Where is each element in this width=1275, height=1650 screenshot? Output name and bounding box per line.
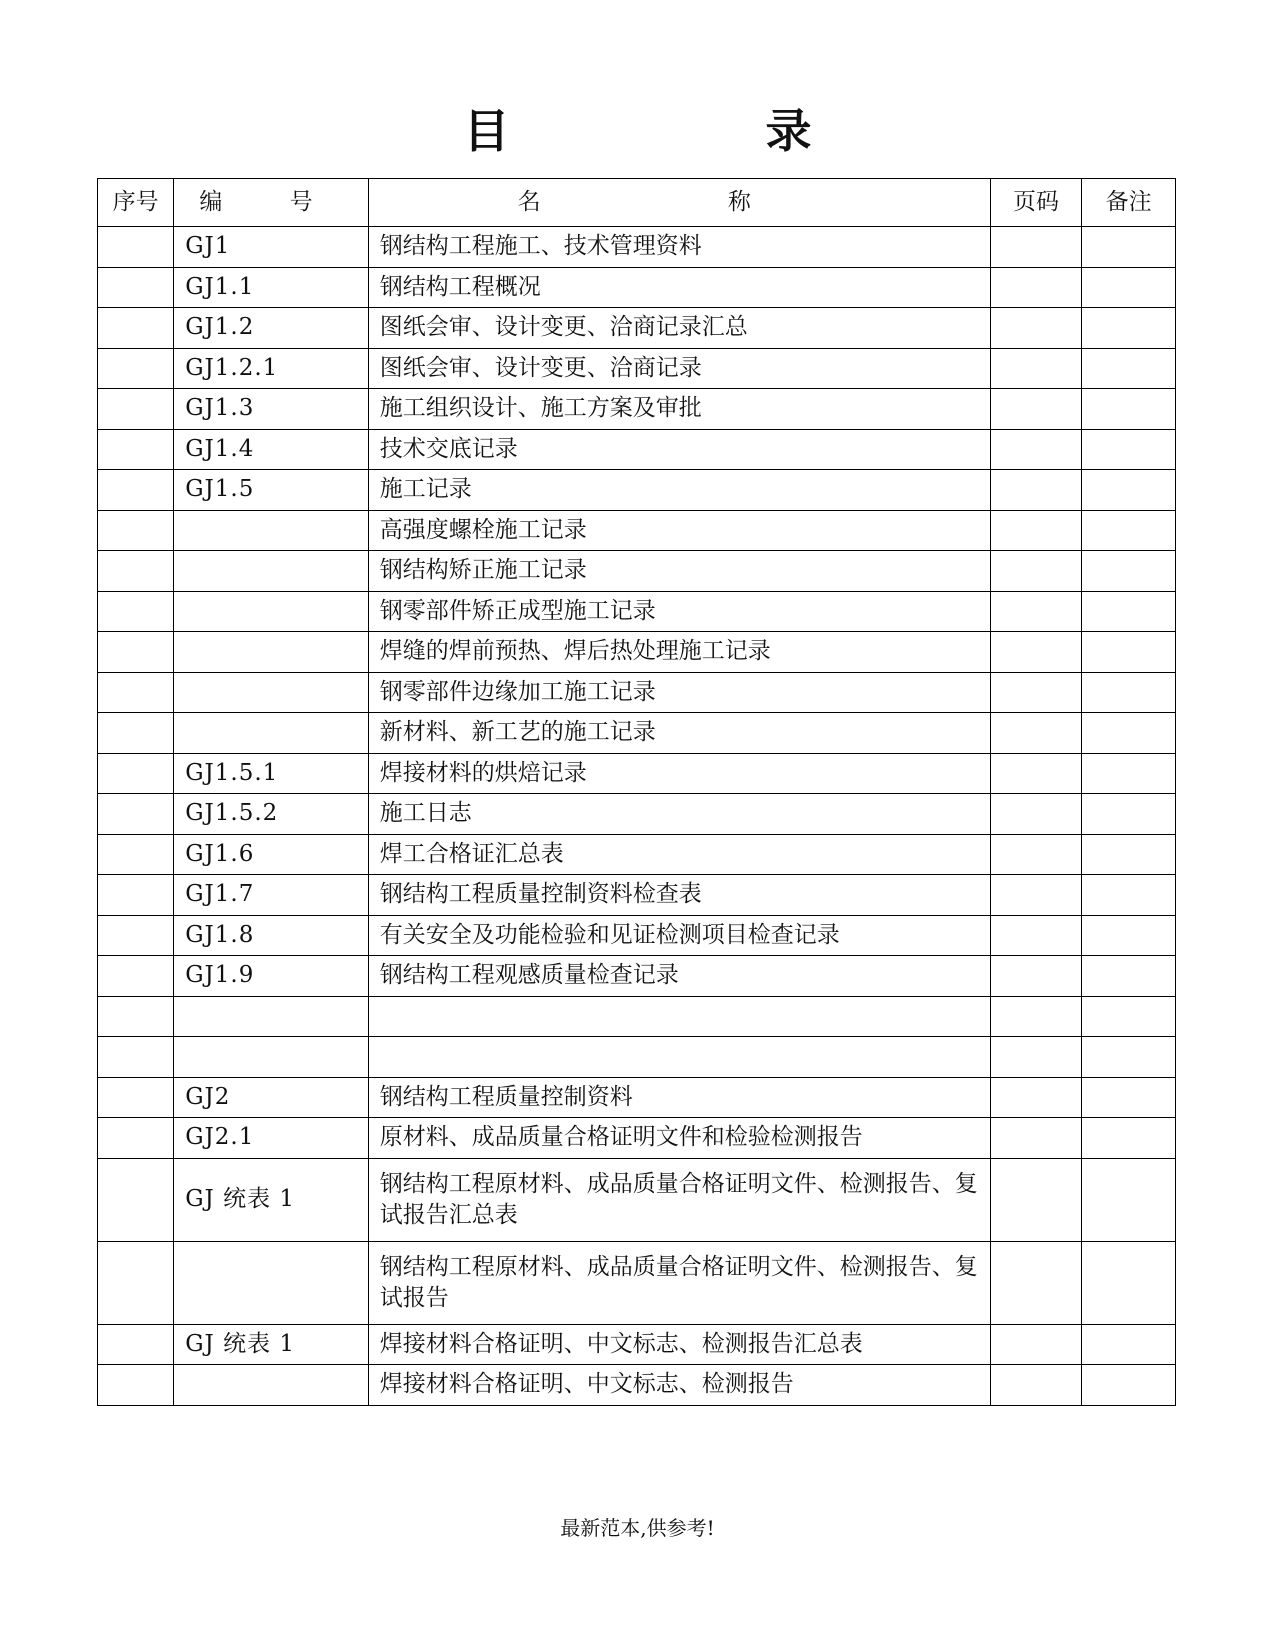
page-cell bbox=[990, 1158, 1082, 1241]
table-row bbox=[98, 713, 1176, 754]
page-cell bbox=[990, 753, 1082, 794]
name-cell: 技术交底记录 bbox=[368, 429, 990, 470]
table-header-row bbox=[98, 179, 1176, 227]
name-cell: 钢零部件矫正成型施工记录 bbox=[368, 591, 990, 632]
page-cell bbox=[990, 713, 1082, 754]
note-cell bbox=[1082, 510, 1176, 551]
code-cell: GJ2 bbox=[174, 1077, 369, 1118]
page-cell bbox=[990, 1077, 1082, 1118]
name-cell: 钢结构工程概况 bbox=[368, 267, 990, 308]
seq-cell bbox=[98, 1077, 174, 1118]
seq-cell bbox=[98, 996, 174, 1037]
page-cell bbox=[990, 470, 1082, 511]
seq-cell bbox=[98, 227, 174, 268]
table-row bbox=[98, 1241, 1176, 1324]
code-cell: GJ1 bbox=[174, 227, 369, 268]
contents-table bbox=[97, 178, 1176, 1406]
header-seq: 序号 bbox=[98, 179, 174, 227]
note-cell bbox=[1082, 1365, 1176, 1406]
table-row bbox=[98, 1158, 1176, 1241]
table-row bbox=[98, 429, 1176, 470]
page-cell bbox=[990, 1365, 1082, 1406]
table-row bbox=[98, 227, 1176, 268]
note-cell bbox=[1082, 753, 1176, 794]
note-cell bbox=[1082, 794, 1176, 835]
code-cell: GJ1.2.1 bbox=[174, 348, 369, 389]
name-cell: 钢结构工程原材料、成品质量合格证明文件、检测报告、复试报告 bbox=[368, 1241, 990, 1324]
note-cell bbox=[1082, 429, 1176, 470]
page-cell bbox=[990, 1241, 1082, 1324]
page-cell bbox=[990, 308, 1082, 349]
note-cell bbox=[1082, 389, 1176, 430]
note-cell bbox=[1082, 308, 1176, 349]
name-cell: 焊工合格证汇总表 bbox=[368, 834, 990, 875]
header-note: 备注 bbox=[1082, 179, 1176, 227]
note-cell bbox=[1082, 1037, 1176, 1078]
seq-cell bbox=[98, 956, 174, 997]
page-cell bbox=[990, 551, 1082, 592]
seq-cell bbox=[98, 753, 174, 794]
code-cell bbox=[174, 632, 369, 673]
name-cell: 钢结构工程施工、技术管理资料 bbox=[368, 227, 990, 268]
table-row bbox=[98, 591, 1176, 632]
seq-cell bbox=[98, 470, 174, 511]
page-cell bbox=[990, 1037, 1082, 1078]
code-cell: GJ 统表 1 bbox=[174, 1158, 369, 1241]
seq-cell bbox=[98, 1158, 174, 1241]
seq-cell bbox=[98, 1118, 174, 1159]
name-cell bbox=[368, 1037, 990, 1078]
header-name: 名 称 bbox=[368, 179, 990, 227]
name-cell: 焊接材料的烘焙记录 bbox=[368, 753, 990, 794]
note-cell bbox=[1082, 267, 1176, 308]
table-body bbox=[98, 227, 1176, 1406]
code-cell: GJ1.5.1 bbox=[174, 753, 369, 794]
seq-cell bbox=[98, 1365, 174, 1406]
code-cell: GJ 统表 1 bbox=[174, 1324, 369, 1365]
code-cell bbox=[174, 1365, 369, 1406]
name-cell: 焊接材料合格证明、中文标志、检测报告汇总表 bbox=[368, 1324, 990, 1365]
table-row bbox=[98, 348, 1176, 389]
note-cell bbox=[1082, 1158, 1176, 1241]
table-row bbox=[98, 956, 1176, 997]
page-cell bbox=[990, 996, 1082, 1037]
header-code: 编 号 bbox=[174, 179, 369, 227]
footer-note: 最新范本,供参考! bbox=[560, 1516, 715, 1540]
name-cell: 钢结构工程观感质量检查记录 bbox=[368, 956, 990, 997]
note-cell bbox=[1082, 956, 1176, 997]
table-row bbox=[98, 308, 1176, 349]
table-row bbox=[98, 1324, 1176, 1365]
name-cell: 钢零部件边缘加工施工记录 bbox=[368, 672, 990, 713]
note-cell bbox=[1082, 875, 1176, 916]
seq-cell bbox=[98, 672, 174, 713]
page-cell bbox=[990, 672, 1082, 713]
name-cell: 原材料、成品质量合格证明文件和检验检测报告 bbox=[368, 1118, 990, 1159]
note-cell bbox=[1082, 1077, 1176, 1118]
page-cell bbox=[990, 632, 1082, 673]
page-cell bbox=[990, 794, 1082, 835]
code-cell: GJ1.4 bbox=[174, 429, 369, 470]
code-cell bbox=[174, 510, 369, 551]
name-cell: 焊缝的焊前预热、焊后热处理施工记录 bbox=[368, 632, 990, 673]
seq-cell bbox=[98, 551, 174, 592]
page-cell bbox=[990, 267, 1082, 308]
note-cell bbox=[1082, 227, 1176, 268]
name-cell: 高强度螺栓施工记录 bbox=[368, 510, 990, 551]
table-row bbox=[98, 389, 1176, 430]
code-cell bbox=[174, 713, 369, 754]
code-cell bbox=[174, 1241, 369, 1324]
seq-cell bbox=[98, 713, 174, 754]
note-cell bbox=[1082, 1118, 1176, 1159]
seq-cell bbox=[98, 1037, 174, 1078]
note-cell bbox=[1082, 672, 1176, 713]
name-cell: 钢结构工程原材料、成品质量合格证明文件、检测报告、复试报告汇总表 bbox=[368, 1158, 990, 1241]
seq-cell bbox=[98, 267, 174, 308]
seq-cell bbox=[98, 875, 174, 916]
note-cell bbox=[1082, 591, 1176, 632]
seq-cell bbox=[98, 794, 174, 835]
note-cell bbox=[1082, 713, 1176, 754]
seq-cell bbox=[98, 915, 174, 956]
name-cell: 新材料、新工艺的施工记录 bbox=[368, 713, 990, 754]
code-cell bbox=[174, 672, 369, 713]
code-cell: GJ1.3 bbox=[174, 389, 369, 430]
page-cell bbox=[990, 348, 1082, 389]
page-cell bbox=[990, 875, 1082, 916]
table-row bbox=[98, 834, 1176, 875]
code-cell: GJ1.1 bbox=[174, 267, 369, 308]
seq-cell bbox=[98, 389, 174, 430]
table-row bbox=[98, 470, 1176, 511]
seq-cell bbox=[98, 510, 174, 551]
page-cell bbox=[990, 1324, 1082, 1365]
table-row bbox=[98, 753, 1176, 794]
name-cell: 图纸会审、设计变更、洽商记录 bbox=[368, 348, 990, 389]
table-row bbox=[98, 551, 1176, 592]
code-cell: GJ1.7 bbox=[174, 875, 369, 916]
seq-cell bbox=[98, 632, 174, 673]
page-cell bbox=[990, 915, 1082, 956]
code-cell: GJ1.9 bbox=[174, 956, 369, 997]
table-row bbox=[98, 996, 1176, 1037]
note-cell bbox=[1082, 1241, 1176, 1324]
seq-cell bbox=[98, 1241, 174, 1324]
table-row bbox=[98, 915, 1176, 956]
note-cell bbox=[1082, 470, 1176, 511]
page-cell bbox=[990, 227, 1082, 268]
note-cell bbox=[1082, 632, 1176, 673]
page-cell bbox=[990, 834, 1082, 875]
page-cell bbox=[990, 389, 1082, 430]
table-row bbox=[98, 794, 1176, 835]
table-row bbox=[98, 672, 1176, 713]
table-row bbox=[98, 1365, 1176, 1406]
note-cell bbox=[1082, 915, 1176, 956]
table-row bbox=[98, 510, 1176, 551]
table-row bbox=[98, 1118, 1176, 1159]
page-title: 目 录 bbox=[463, 104, 932, 158]
note-cell bbox=[1082, 551, 1176, 592]
name-cell: 图纸会审、设计变更、洽商记录汇总 bbox=[368, 308, 990, 349]
code-cell: GJ1.8 bbox=[174, 915, 369, 956]
header-page: 页码 bbox=[990, 179, 1082, 227]
code-cell bbox=[174, 996, 369, 1037]
name-cell: 焊接材料合格证明、中文标志、检测报告 bbox=[368, 1365, 990, 1406]
page-cell bbox=[990, 1118, 1082, 1159]
seq-cell bbox=[98, 429, 174, 470]
table-row bbox=[98, 875, 1176, 916]
name-cell: 钢结构工程质量控制资料检查表 bbox=[368, 875, 990, 916]
seq-cell bbox=[98, 1324, 174, 1365]
table-row bbox=[98, 1077, 1176, 1118]
name-cell: 钢结构矫正施工记录 bbox=[368, 551, 990, 592]
name-cell: 施工组织设计、施工方案及审批 bbox=[368, 389, 990, 430]
note-cell bbox=[1082, 1324, 1176, 1365]
page-cell bbox=[990, 510, 1082, 551]
name-cell: 施工记录 bbox=[368, 470, 990, 511]
table-row bbox=[98, 632, 1176, 673]
note-cell bbox=[1082, 348, 1176, 389]
table-row bbox=[98, 267, 1176, 308]
note-cell bbox=[1082, 996, 1176, 1037]
name-cell: 施工日志 bbox=[368, 794, 990, 835]
code-cell: GJ2.1 bbox=[174, 1118, 369, 1159]
name-cell: 有关安全及功能检验和见证检测项目检查记录 bbox=[368, 915, 990, 956]
code-cell: GJ1.5.2 bbox=[174, 794, 369, 835]
seq-cell bbox=[98, 834, 174, 875]
table-row bbox=[98, 1037, 1176, 1078]
name-cell bbox=[368, 996, 990, 1037]
seq-cell bbox=[98, 591, 174, 632]
seq-cell bbox=[98, 308, 174, 349]
page-cell bbox=[990, 591, 1082, 632]
page-cell bbox=[990, 956, 1082, 997]
code-cell: GJ1.5 bbox=[174, 470, 369, 511]
code-cell bbox=[174, 591, 369, 632]
code-cell: GJ1.6 bbox=[174, 834, 369, 875]
code-cell bbox=[174, 551, 369, 592]
name-cell: 钢结构工程质量控制资料 bbox=[368, 1077, 990, 1118]
note-cell bbox=[1082, 834, 1176, 875]
page-cell bbox=[990, 429, 1082, 470]
code-cell: GJ1.2 bbox=[174, 308, 369, 349]
code-cell bbox=[174, 1037, 369, 1078]
seq-cell bbox=[98, 348, 174, 389]
